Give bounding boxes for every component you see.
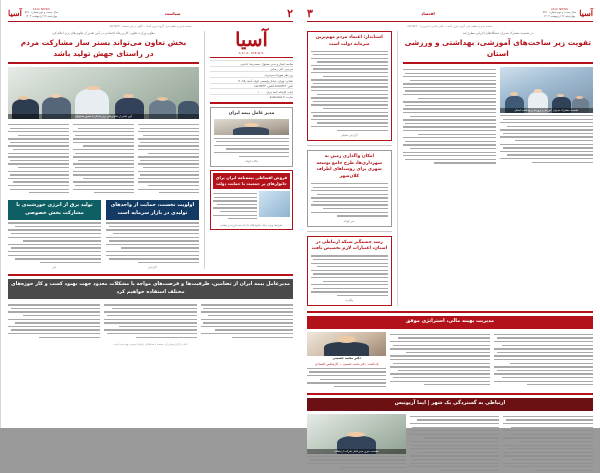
masthead-details <box>210 60 293 99</box>
page-2-top-region <box>8 31 293 269</box>
ad-note: شرایط ویژه برای خانوارهای دارای سه فرزند و بیشتر <box>220 222 283 227</box>
mid-story-portrait <box>307 332 386 356</box>
lead-story-right <box>8 31 199 269</box>
page-2-topbar <box>8 6 293 22</box>
mid-story-person-name: دکتر محمد حسینی <box>332 355 362 360</box>
sub-news-2-band: تولید برق از انرژی خورشیدی با مشارکت بخش خصوصی <box>8 200 101 220</box>
section-title-right: سیاست <box>164 10 181 16</box>
side-box-right <box>210 107 293 167</box>
bottom-story-right <box>8 279 293 346</box>
side-box-right-title: مدیر عامل بیمه ایران <box>228 110 275 116</box>
page-2-masthead <box>8 8 58 18</box>
page-3-masthead <box>543 8 593 18</box>
sub-news-1-note: گزارش <box>148 265 157 270</box>
masthead-row-1: سردبیر: علی رضایی <box>210 66 293 72</box>
bottom-photo <box>307 414 406 454</box>
side-box-right-note: نکات کوتاه <box>245 159 258 164</box>
colophon-column <box>210 31 293 269</box>
advertisement[interactable] <box>210 170 293 230</box>
page-2-strip: صفحه بندی و تنظیم خبر: گروه خبری آسیا — آگهی در این صفحه: ۸۸۷۶۵۴۳۱ <box>109 25 192 28</box>
lead-photo-caption: نشست مشترک مدیران آموزش و پرورش و بهداشت استان <box>500 108 593 113</box>
masthead-logo: آسیا <box>235 29 268 51</box>
logo-text-2: آسیا <box>8 7 22 18</box>
lead-kicker-right: معاون وزارت تعاون، کار و رفاه اجتماعی در آیین تقدیر از تعاونی‌های برتر اعلام کرد <box>52 31 155 35</box>
masthead-block <box>210 31 293 58</box>
side-box-portrait <box>214 119 289 135</box>
side-box-3-title: رشد چشمگیر شبکه ارتباطی در استان، اعتبارات لازم تخصیص یافت <box>311 239 388 252</box>
date-line-2: چهارشنبه ۲۶ اردیبهشت ۱۴۰۳ <box>25 14 58 18</box>
side-box-1-note: گزارش تحلیلی <box>340 133 358 138</box>
ad-image <box>259 191 290 217</box>
side-box-3-note: پیگیری <box>345 298 354 303</box>
footer-note: اخبار و گزارش‌های این صفحه با هماهنگی روابط عمومی تهیه شده است <box>113 343 188 347</box>
left-sidebar-column <box>307 31 392 306</box>
issue-line-2: سال بیست و دوم شماره ۵۶۲۰ <box>24 11 59 15</box>
side-box-2 <box>307 150 392 227</box>
issue-line: سال بیست و دوم شماره ۵۶۲۰ <box>542 11 577 15</box>
side-box-2-note: خبر کوتاه <box>343 218 355 223</box>
masthead-logo-en: ASIA NEWS <box>238 51 265 55</box>
sub-news-1 <box>106 200 199 270</box>
bottom-band-right: مدیرعامل بیمه ایران از تضامین‌، ظرفیت‌ها و فرصت‌های مواجه با مشکلات معدود جهت بهبود کسب و کار حوزه‌های مختلف استفاده خواهیم کرد <box>8 279 293 299</box>
masthead-row-0: صاحب امتیاز و مدیر مسئول: محمدرضا عابدینی <box>210 60 293 66</box>
column-divider <box>397 31 398 306</box>
sub-news-2 <box>8 200 101 270</box>
lead-headline-right-2: در راستای جهش تولید باشد <box>53 49 154 59</box>
mid-story-byline: یادداشت: دکتر محمد حسینی — کارشناس اقتصادی <box>314 361 379 366</box>
lead-headline: تقویت زیر ساخت‌های آموزشی، بهداشتی و ورزشی استان <box>404 38 592 59</box>
section-title-left: اقتصاد <box>421 10 435 16</box>
lead-col-2 <box>403 67 496 166</box>
side-box-1-title: استاندار: اعتماد مردم مهم‌ترین سرمایه دولت است <box>315 35 383 47</box>
sub-news-2-note: خبر <box>52 265 57 270</box>
logo-en: ASIA NEWS <box>550 7 569 11</box>
lead-headline-right-1: بخش تعاون می‌تواند بستر ساز مشارکت مردم <box>20 38 187 47</box>
masthead-row-2: زیر نظر شورای سردبیری <box>210 71 293 77</box>
divider <box>403 62 593 63</box>
bottom-story-left <box>307 398 593 473</box>
page-3-top-region <box>307 31 593 306</box>
date-line: چهارشنبه ۲۶ اردیبهشت ۱۴۰۳ <box>543 14 576 18</box>
mid-story-band: مدیریت بهینه مالی، استراتژی موفق <box>307 316 593 329</box>
lead-body-2 <box>403 69 496 164</box>
lead-photo-right <box>8 67 199 119</box>
mid-story-left <box>307 316 593 390</box>
page-3-topbar <box>307 6 593 22</box>
logo-text: آسیا <box>579 7 593 18</box>
page-number-left: ۳ <box>307 6 313 20</box>
sub-news-1-band: اولویت نخست، حمایت از واحدهای تولیدی در بازار سرمایه است <box>106 200 199 220</box>
page-2 <box>0 0 300 428</box>
logo-en-2: ASIA NEWS <box>32 7 51 11</box>
masthead-row-4: تلفن: ۸۸۷۶۵۴۳۲ فکس: ۸۸۷۶۵۴۳۳ <box>210 83 293 89</box>
side-box-3 <box>307 236 392 307</box>
page-3 <box>300 0 600 453</box>
bottom-story-band: ارتباطی به گستردگی یک شهر | ایما آریوتیس <box>307 398 593 411</box>
ad-title: فروش اقساطی بیمه‌نامه ایران برای خانوارهای پر جمعیت با حمایت دولت <box>213 173 290 189</box>
lead-photo <box>500 67 593 113</box>
bottom-photo-caption: نشست خبری مدیرعامل شرکت ارتباطات <box>307 449 406 454</box>
masthead-row-3: نشانی: تهران، خیابان ولیعصر، کوچه آسیا، پلاک ۱۲ <box>210 77 293 83</box>
masthead-row-6: سایت: asianews.ir <box>210 94 293 100</box>
lead-col-1 <box>500 67 593 166</box>
column-divider-2 <box>204 31 205 269</box>
page-number-right: ۲ <box>287 6 293 20</box>
side-box-1 <box>307 31 392 141</box>
lead-kicker: در نشست مشترک مدیران دستگاه‌های اجرایی مطرح شد <box>462 31 534 35</box>
masthead-row-5: چاپ: چاپخانه آسیا تیراژ: ۱۰۰۰۰ <box>210 88 293 94</box>
page-3-strip: صفحه بندی و تنظیم خبر: گروه خبری آسیا — تلفن تماس با تحریریه: ۸۸۷۶۵۴۳۰ <box>407 25 493 28</box>
lead-story-left <box>403 31 593 306</box>
lead-body-1 <box>500 115 593 163</box>
lead-photo-right-caption: آیین تقدیر از تعاونی‌های برتر استان با حضور مسئولان <box>8 114 199 119</box>
side-box-2-title: امکان واگذاری زمین به شهرداری‌ها، طرح جامع توسعه شهری برای روستاهای اطراف کلان‌شهر <box>316 154 383 179</box>
